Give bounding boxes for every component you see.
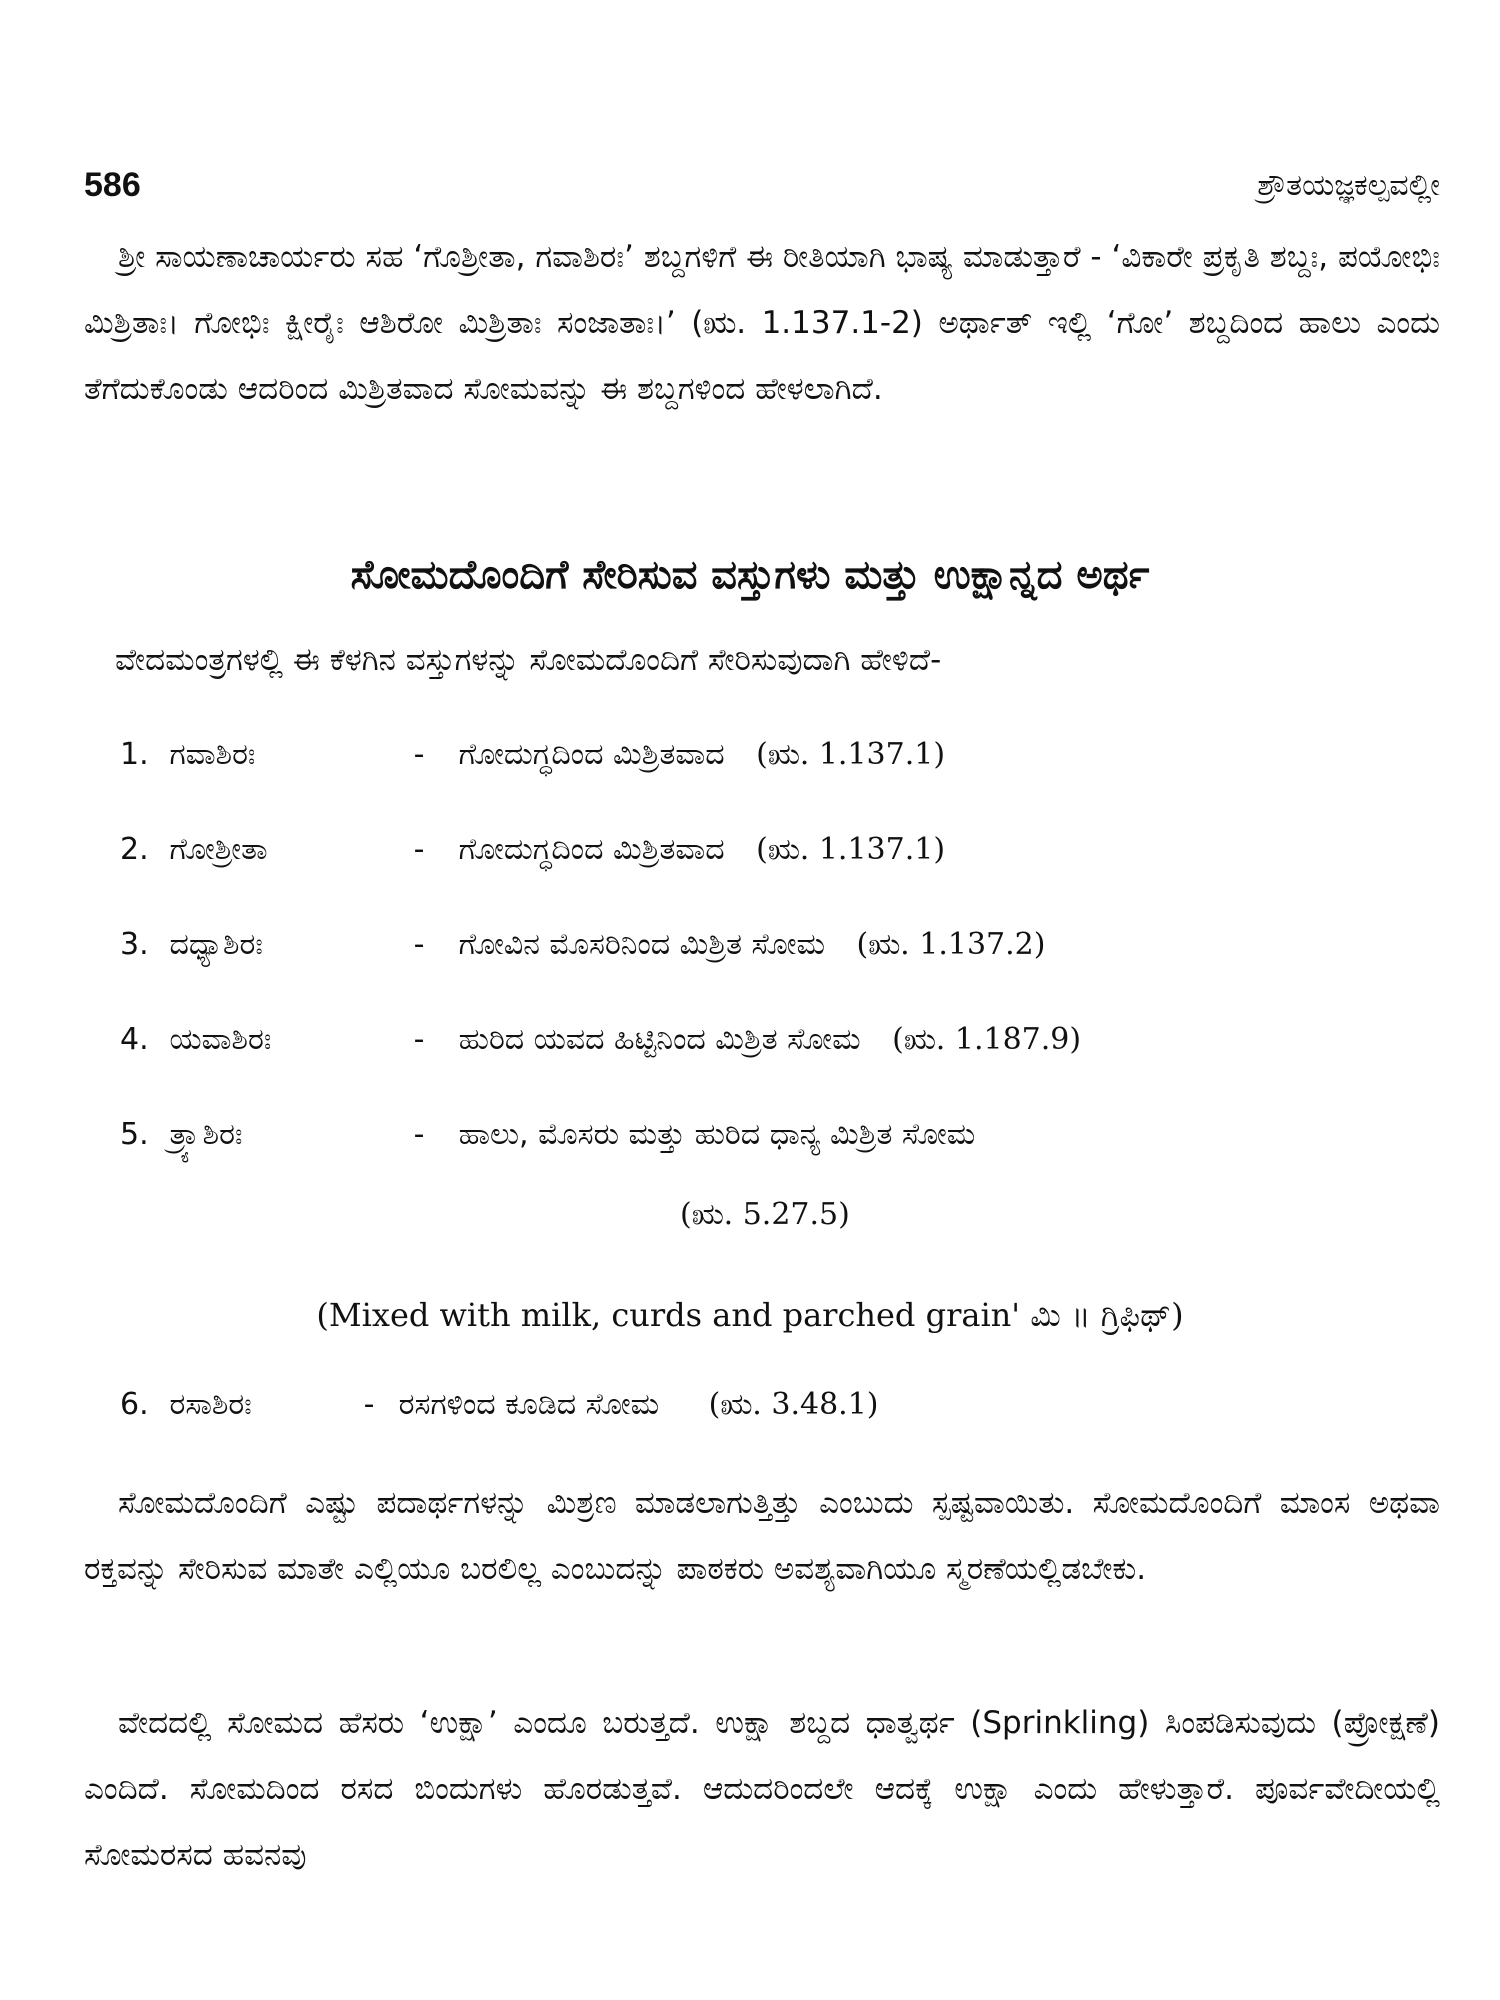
item-description: ಗೋವಿನ ಮೊಸರಿನಿಂದ ಮಿಶ್ರಿತ ಸೋಮ (458, 927, 825, 962)
item-reference: (ಋ. 1.137.2) (856, 927, 1046, 962)
item-description: ಹಾಲು, ಮೊಸರು ಮತ್ತು ಹುರಿದ ಧಾನ್ಯ ಮಿಶ್ರಿತ ಸೋಮ (458, 1117, 976, 1152)
item-number: 1. (120, 737, 149, 772)
paragraph-1: ಶ್ರೀ ಸಾಯಣಾಚಾರ್ಯರು ಸಹ ‘ಗೊಶ್ರೀತಾ, ಗವಾಶಿರಃ’ ಶಬ್ದಗಳಿಗೆ ಈ ರೀತಿಯಾಗಿ ಭಾಷ್ಯ ಮಾಡುತ್ತಾರೆ - ‘ವಿಕಾರೇ ಪ್ರಕೃತಿ ಶಬ್ದಃ, ಪಯೋಭಿಃ ಮಿಶ್ರಿತಾಃ। ಗೋಭಿಃ ಕ್ಷೀರೈಃ ಆಶಿರೋ ಮಿಶ್ರಿತಾಃ ಸಂಜಾತಾಃ।’ (ಋ. 1.137.1-2) ಅರ್ಥಾತ್ ಇಲ್ಲಿ ‘ಗೋ’ ಶಬ್ದದಿಂದ ಹಾಲು ಎಂದು ತೆಗೆದುಕೊಂಡು ಆದರಿಂದ ಮಿಶ್ರಿತವಾದ ಸೋಮವನ್ನು ಈ ಶಬ್ದಗಳಿಂದ ಹೇಳಲಾಗಿದೆ. (84, 239, 1440, 407)
paragraph-3: ವೇದದಲ್ಲಿ ಸೋಮದ ಹೆಸರು ‘ಉಕ್ಷಾ’ ಎಂದೂ ಬರುತ್ತದೆ. ಉಕ್ಷಾ ಶಬ್ದದ ಧಾತ್ವರ್ಥ (Sprinkling) ಸಿಂಪಡಿಸುವುದು (ಪ್ರೋಕ್ಷಣೆ) ಎಂದಿದೆ. ಸೋಮದಿಂದ ರಸದ ಬಿಂದುಗಳು ಹೊರಡುತ್ತವೆ. ಆದುದರಿಂದಲೇ ಆದಕ್ಕೆ ಉಕ್ಷಾ ಎಂದು ಹೇಳುತ್ತಾರೆ. ಪೂರ್ವವೇದೀಯಲ್ಲಿ ಸೋಮರಸದ ಹವನವು (84, 1705, 1440, 1873)
item-description: ಹುರಿದ ಯವದ ಹಿಟ್ಟಿನಿಂದ ಮಿಶ್ರಿತ ಸೋಮ (458, 1022, 861, 1057)
item-description: ರಸಗಳಿಂದ ಕೂಡಿದ ಸೋಮ (398, 1387, 660, 1422)
english-gloss: (Mixed with milk, curds and parched grain' ಮಿ ॥ ಗ್ರಿಫಿಥ್) (316, 1296, 1184, 1334)
list-item (120, 730, 945, 780)
item-term: ಯವಾಶಿರಃ (169, 1022, 272, 1057)
item-5-reference: (ಋ. 5.27.5) (680, 1197, 850, 1232)
list-item (120, 1380, 879, 1430)
item-reference: (ಋ. 3.48.1) (708, 1387, 879, 1422)
item-number: 2. (120, 832, 149, 867)
item-number: 6. (120, 1387, 149, 1422)
item-dash: - (413, 737, 425, 772)
item-term: ಗೋಶ್ರೀತಾ (169, 832, 268, 867)
list-intro: ವೇದಮಂತ್ರಗಳಲ್ಲಿ ಈ ಕೆಳಗಿನ ವಸ್ತುಗಳನ್ನು ಸೋಮದೊಂದಿಗೆ ಸೇರಿಸುವುದಾಗಿ ಹೇಳಿದೆ- (115, 642, 942, 678)
item-reference: (ಋ. 1.187.9) (892, 1022, 1082, 1057)
list-item (120, 825, 945, 875)
item-reference: (ಋ. 1.137.1) (756, 737, 946, 772)
item-dash: - (413, 1117, 425, 1152)
paragraph-2: ಸೋಮದೊಂದಿಗೆ ಎಷ್ಟು ಪದಾರ್ಥಗಳನ್ನು ಮಿಶ್ರಣ ಮಾಡಲಾಗುತ್ತಿತ್ತು ಎಂಬುದು ಸ್ಪಷ್ಟವಾಯಿತು. ಸೋಮದೊಂದಿಗೆ ಮಾಂಸ ಅಥವಾ ರಕ್ತವನ್ನು ಸೇರಿಸುವ ಮಾತೇ ಎಲ್ಲಿಯೂ ಬರಲಿಲ್ಲ ಎಂಬುದನ್ನು ಪಾಠಕರು ಅವಶ್ಯವಾಗಿಯೂ ಸ್ಮರಣೆಯಲ್ಲಿಡಬೇಕು. (84, 1485, 1440, 1587)
item-dash: - (413, 832, 425, 867)
item-dash: - (413, 927, 425, 962)
list-item (120, 1110, 975, 1160)
item-dash: - (413, 1022, 425, 1057)
item-description: ಗೋದುಗ್ಧದಿಂದ ಮಿಶ್ರಿತವಾದ (458, 832, 725, 867)
running-title: ಶ್ರೌತಯಜ್ಞಕಲ್ಪವಲ್ಲೀ (1257, 167, 1440, 203)
item-term: ತ್ರ್ಯಾಶಿರಃ (169, 1117, 243, 1152)
page-header (84, 160, 1440, 210)
item-number: 3. (120, 927, 149, 962)
list-item (120, 1015, 1081, 1065)
item-description: ಗೋದುಗ್ಧದಿಂದ ಮಿಶ್ರಿತವಾದ (458, 737, 725, 772)
item-number: 4. (120, 1022, 149, 1057)
item-term: ಗವಾಶಿರಃ (169, 737, 256, 772)
item-number: 5. (120, 1117, 149, 1152)
section-heading: ಸೋಮದೊಂದಿಗೆ ಸೇರಿಸುವ ವಸ್ತುಗಳು ಮತ್ತು ಉಕ್ಷಾನ್ನದ ಅರ್ಥ (350, 552, 1150, 598)
item-dash: - (363, 1387, 375, 1422)
item-reference: (ಋ. 1.137.1) (756, 832, 946, 867)
list-item (120, 920, 1045, 970)
page-number: 586 (84, 165, 141, 204)
item-term: ರಸಾಶಿರಃ (169, 1387, 252, 1422)
item-term: ದಧ್ಯಾಶಿರಃ (169, 927, 263, 962)
